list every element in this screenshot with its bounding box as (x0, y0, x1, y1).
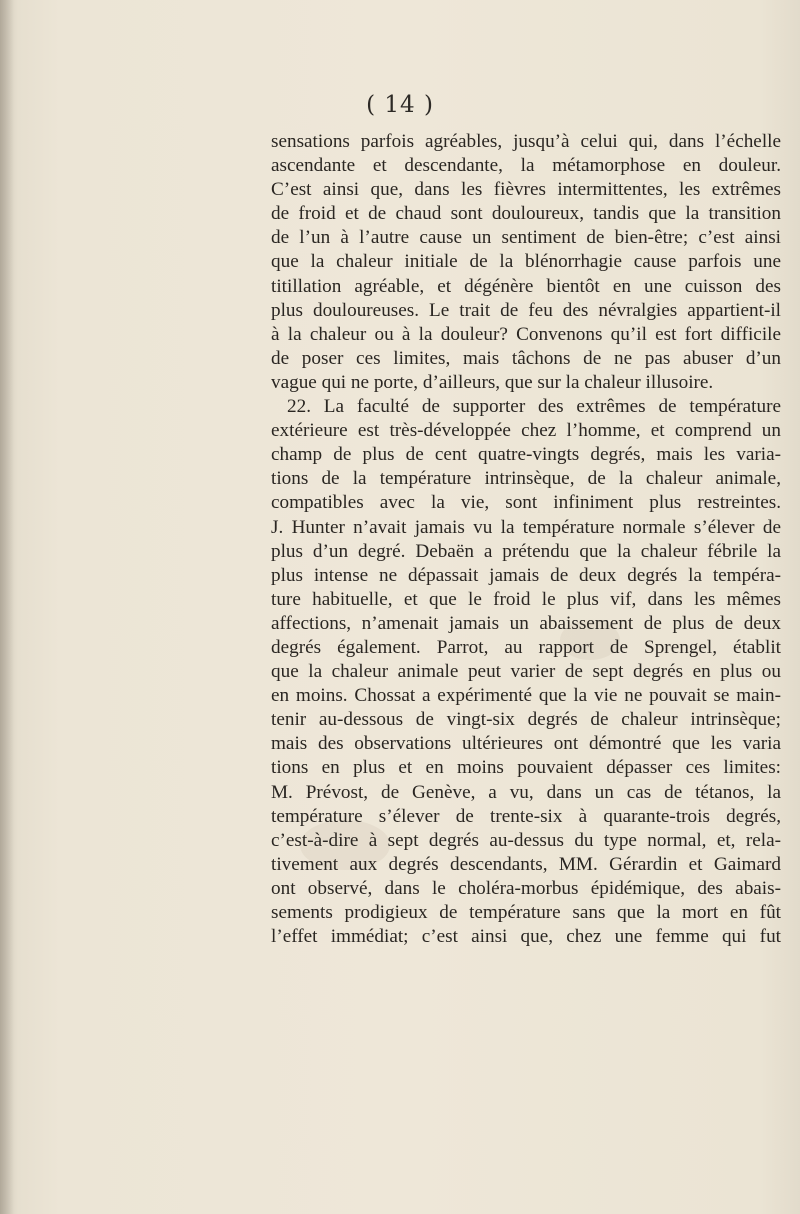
text-line: plus douloureuses. Le trait de feu des névralgies appartient-il (271, 299, 781, 321)
text-line: de froid et de chaud sont douloureux, tandis que la transition (271, 203, 781, 225)
page-number: ( 14 ) (366, 92, 434, 118)
paragraph-start-line: 22. La faculté de supporter des extrêmes de température (287, 396, 781, 418)
paragraph-last-line: vague qui ne porte, d’ailleurs, que sur la chaleur illusoire. (271, 371, 714, 393)
text-line: M. Prévost, de Genève, a vu, dans un cas de tétanos, la (271, 781, 781, 803)
text-line: c’est-à-dire à sept degrés au-dessus du type normal, et, rela- (271, 829, 781, 851)
text-line: mais des observations ultérieures ont démontré que les varia (271, 733, 781, 755)
text-line: ascendante et descendante, la métamorphose en douleur. (271, 155, 781, 177)
text-line: extérieure est très-développée chez l’homme, et comprend un (271, 420, 781, 442)
text-line: ont observé, dans le choléra-morbus épidémique, des abais- (271, 877, 781, 899)
text-line: que la chaleur initiale de la blénorrhagie cause parfois une (271, 251, 781, 273)
text-line: tenir au-dessous de vingt-six degrés de chaleur intrinsèque; (271, 709, 781, 731)
gutter-shadow (0, 0, 14, 1214)
text-line: plus d’un degré. Debaën a prétendu que la chaleur fébrile la (271, 540, 781, 562)
text-line: J. Hunter n’avait jamais vu la température normale s’élever de (271, 516, 781, 538)
text-line: de l’un à l’autre cause un sentiment de bien-être; c’est ainsi (271, 227, 781, 249)
text-line: C’est ainsi que, dans les fièvres intermittentes, les extrêmes (271, 179, 781, 201)
text-line: tions en plus et en moins pouvaient dépasser ces limites: (271, 757, 781, 779)
text-line: à la chaleur ou à la douleur? Convenons qu’il est fort difficile (271, 323, 781, 345)
text-line: titillation agréable, et dégénère bientôt en une cuisson des (271, 275, 781, 297)
text-line: l’effet immédiat; c’est ainsi que, chez une femme qui fut (271, 926, 781, 948)
text-line: sensations parfois agréables, jusqu’à celui qui, dans l’échelle (271, 131, 781, 152)
body-text (271, 130, 781, 949)
text-line: plus intense ne dépassait jamais de deux degrés la tempéra- (271, 564, 781, 586)
text-line: tions de la température intrinsèque, de la chaleur animale, (271, 468, 781, 490)
text-line: de poser ces limites, mais tâchons de ne pas abuser d’un (271, 347, 781, 369)
text-line: sements prodigieux de température sans que la mort en fût (271, 902, 781, 923)
text-line: degrés également. Parrot, au rapport de Sprengel, établit (271, 636, 781, 658)
text-line: ture habituelle, et que le froid le plus vif, dans les mêmes (271, 588, 781, 610)
text-line: en moins. Chossat a expérimenté que la vie ne pouvait se main- (271, 685, 781, 707)
text-line: champ de plus de cent quatre-vingts degrés, mais les varia- (271, 444, 781, 466)
text-line: affections, n’amenait jamais un abaissement de plus de deux (271, 612, 781, 634)
text-line: tivement aux degrés descendants, MM. Gérardin et Gaimard (271, 853, 781, 875)
text-line: température s’élever de trente-six à quarante-trois degrés, (271, 805, 781, 827)
text-line: que la chaleur animale peut varier de sept degrés en plus ou (271, 661, 781, 683)
text-line: compatibles avec la vie, sont infiniment plus restreintes. (271, 492, 781, 514)
